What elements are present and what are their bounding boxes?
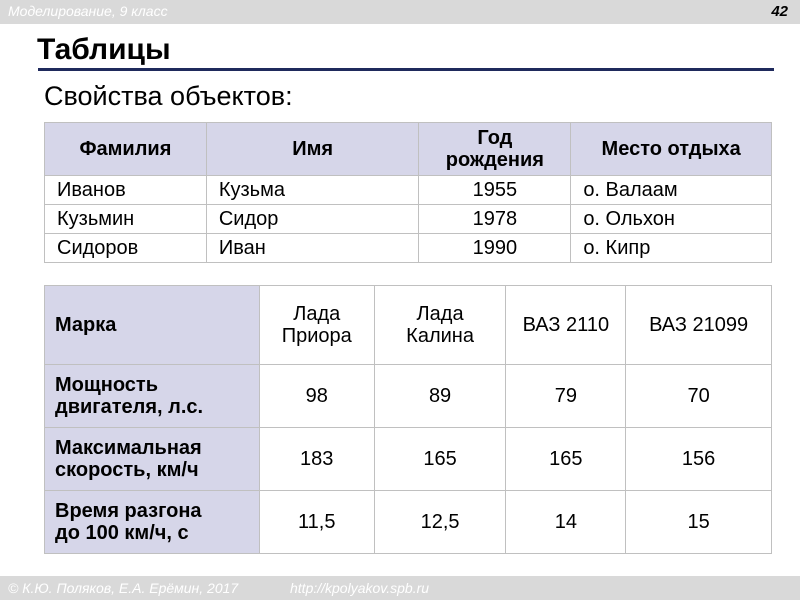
cars-table-header — [45, 286, 772, 365]
table-cell: 165 — [374, 428, 506, 491]
table-cell: о. Ольхон — [571, 205, 772, 234]
table-row — [45, 365, 772, 428]
table-cell: Иван — [206, 234, 419, 263]
table-cell: Кузьмин — [45, 205, 207, 234]
table-cell: 165 — [506, 428, 626, 491]
table-row — [45, 176, 772, 205]
column-header-birth-year: Год рождения — [419, 123, 571, 176]
table-cell: 79 — [506, 365, 626, 428]
top-bar — [0, 0, 800, 24]
row-header-brand: Марка — [45, 286, 260, 365]
row-header-engine-power: Мощность двигателя, л.с. — [45, 365, 260, 428]
website-link[interactable]: http://kpolyakov.spb.ru — [290, 580, 430, 596]
people-table-header — [45, 123, 772, 176]
table-cell: 14 — [506, 491, 626, 554]
table-cell: о. Кипр — [571, 234, 772, 263]
cars-table — [44, 285, 772, 554]
table-row — [45, 234, 772, 263]
slide-number: 42 — [771, 3, 788, 20]
slide-subtitle: Свойства объектов: — [44, 81, 293, 111]
footer-bar — [0, 576, 800, 600]
car-header-vaz-21099: ВАЗ 21099 — [626, 286, 772, 365]
car-header-lada-priora: Лада Приора — [259, 286, 374, 365]
table-row — [45, 428, 772, 491]
table-cell: 1990 — [419, 234, 571, 263]
table-cell: 89 — [374, 365, 506, 428]
table-cell: Иванов — [45, 176, 207, 205]
table-cell: 15 — [626, 491, 772, 554]
table-row — [45, 491, 772, 554]
table-cell: 1955 — [419, 176, 571, 205]
table-cell: 183 — [259, 428, 374, 491]
copyright-label: © К.Ю. Поляков, Е.А. Ерёмин, 2017 — [8, 580, 239, 596]
table-cell: 12,5 — [374, 491, 506, 554]
title-divider — [38, 68, 774, 71]
table-cell: о. Валаам — [571, 176, 772, 205]
table-cell: 1978 — [419, 205, 571, 234]
car-header-lada-kalina: Лада Калина — [374, 286, 506, 365]
slide-title: Таблицы — [37, 33, 171, 66]
table-cell: 98 — [259, 365, 374, 428]
column-header-name: Имя — [206, 123, 419, 176]
row-header-acceleration-time: Время разгона до 100 км/ч, с — [45, 491, 260, 554]
table-cell: 156 — [626, 428, 772, 491]
table-cell: Сидоров — [45, 234, 207, 263]
column-header-vacation-place: Место отдыха — [571, 123, 772, 176]
car-header-vaz-2110: ВАЗ 2110 — [506, 286, 626, 365]
table-cell: 70 — [626, 365, 772, 428]
table-cell: Сидор — [206, 205, 419, 234]
table-cell: 11,5 — [259, 491, 374, 554]
table-row — [45, 205, 772, 234]
course-label: Моделирование, 9 класс — [8, 3, 168, 19]
table-cell: Кузьма — [206, 176, 419, 205]
people-table — [44, 122, 772, 263]
row-header-max-speed: Максимальная скорость, км/ч — [45, 428, 260, 491]
column-header-surname: Фамилия — [45, 123, 207, 176]
